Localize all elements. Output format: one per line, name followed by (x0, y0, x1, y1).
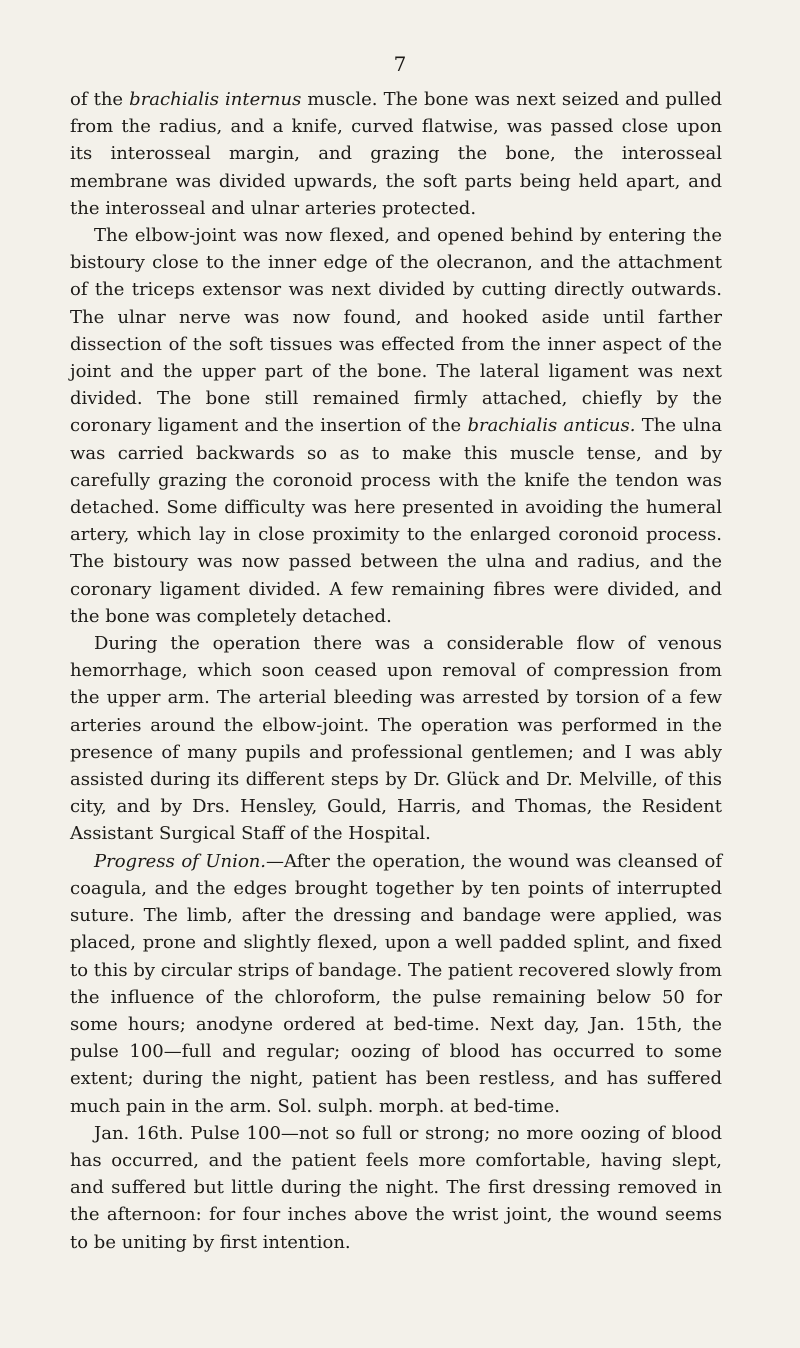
paragraph-4-segment: —After the operation, the wound was cleansed of coagula, and the edges brought together by ten points of interrupted suture. The limb, after the dressing and bandage were applied, was placed, prone and slightly flexed, upon a well padded splint, and fixed to this by circular strips of bandage. The patient recovered slowly from the influence of the chloroform, the pulse remaining below 50 for some hours; anodyne ordered at bed-time. Next day, Jan. 15th, the pulse 100—full and regular; oozing of blood has occurred to some extent; during the night, patient has been restless, and has suffered much pain in the arm. Sol. sulph. morph. at bed-time. (70, 850, 723, 1117)
paragraph-5 (70, 1120, 722, 1256)
page-number: 7 (393, 52, 407, 76)
body-text (70, 86, 722, 1256)
paragraph-1-segment: muscle. The bone was next seized and pulled from the radius, and a knife, curved flatwise, was passed close upon its interosseal margin, and grazing the bone, the interosseal membrane was divided upwards, the soft parts being held apart, and the interosseal and ulnar arteries protected. (70, 89, 723, 219)
paragraph-4-heading-italic: Progress of Union. (94, 850, 267, 872)
paragraph-2 (70, 222, 722, 630)
paragraph-2-segment: The ulna was carried backwards so as to make this muscle tense, and by carefully grazing the coronoid process with the knife the tendon was detached. Some difficulty was here presented in avoiding the humeral artery, which lay in close proximity to the enlarged coronoid process. The bistoury was now passed between the ulna and radius, and the coronary ligament divided. A few remaining fibres were divided, and the bone was completely detached. (70, 415, 722, 627)
paragraph-4 (70, 848, 722, 1120)
paragraph-1-segment: of the (70, 89, 130, 110)
paragraph-1 (70, 86, 722, 222)
paragraph-2-segment-italic: brachialis anticus. (467, 415, 636, 437)
paragraph-3-segment: During the operation there was a considerable flow of venous hemorrhage, which soon ceased upon removal of compression from the upper arm. The arterial bleeding was arrested by torsion of a few arteries around the elbow-joint. The operation was performed in the presence of many pupils and professional gentlemen; and I was ably assisted during its different steps by Dr. Glück and Dr. Melville, of this city, and by Drs. Hensley, Gould, Harris, and Thomas, the Resident Assistant Surgical Staff of the Hospital. (70, 633, 722, 845)
paragraph-1-segment-italic: brachialis internus (129, 89, 302, 110)
paragraph-3 (70, 630, 722, 848)
paragraph-2-segment: The elbow-joint was now flexed, and opened behind by entering the bistoury close to the inner edge of the olecranon, and the attachment of the triceps extensor was next divided by cutting directly outwards. The ulnar nerve was now found, and hooked aside until farther dissection of the soft tissues was effected from the inner aspect of the joint and the upper part of the bone. The lateral ligament was next divided. The bone still remained firmly attached, chiefly by the coronary ligament and the insertion of the (70, 225, 722, 437)
paragraph-5-segment: Jan. 16th. Pulse 100—not so full or strong; no more oozing of blood has occurred, and the patient feels more comfortable, having slept, and suffered but little during the night. The first dressing removed in the afternoon: for four inches above the wrist joint, the wound seems to be uniting by first intention. (70, 1122, 722, 1253)
